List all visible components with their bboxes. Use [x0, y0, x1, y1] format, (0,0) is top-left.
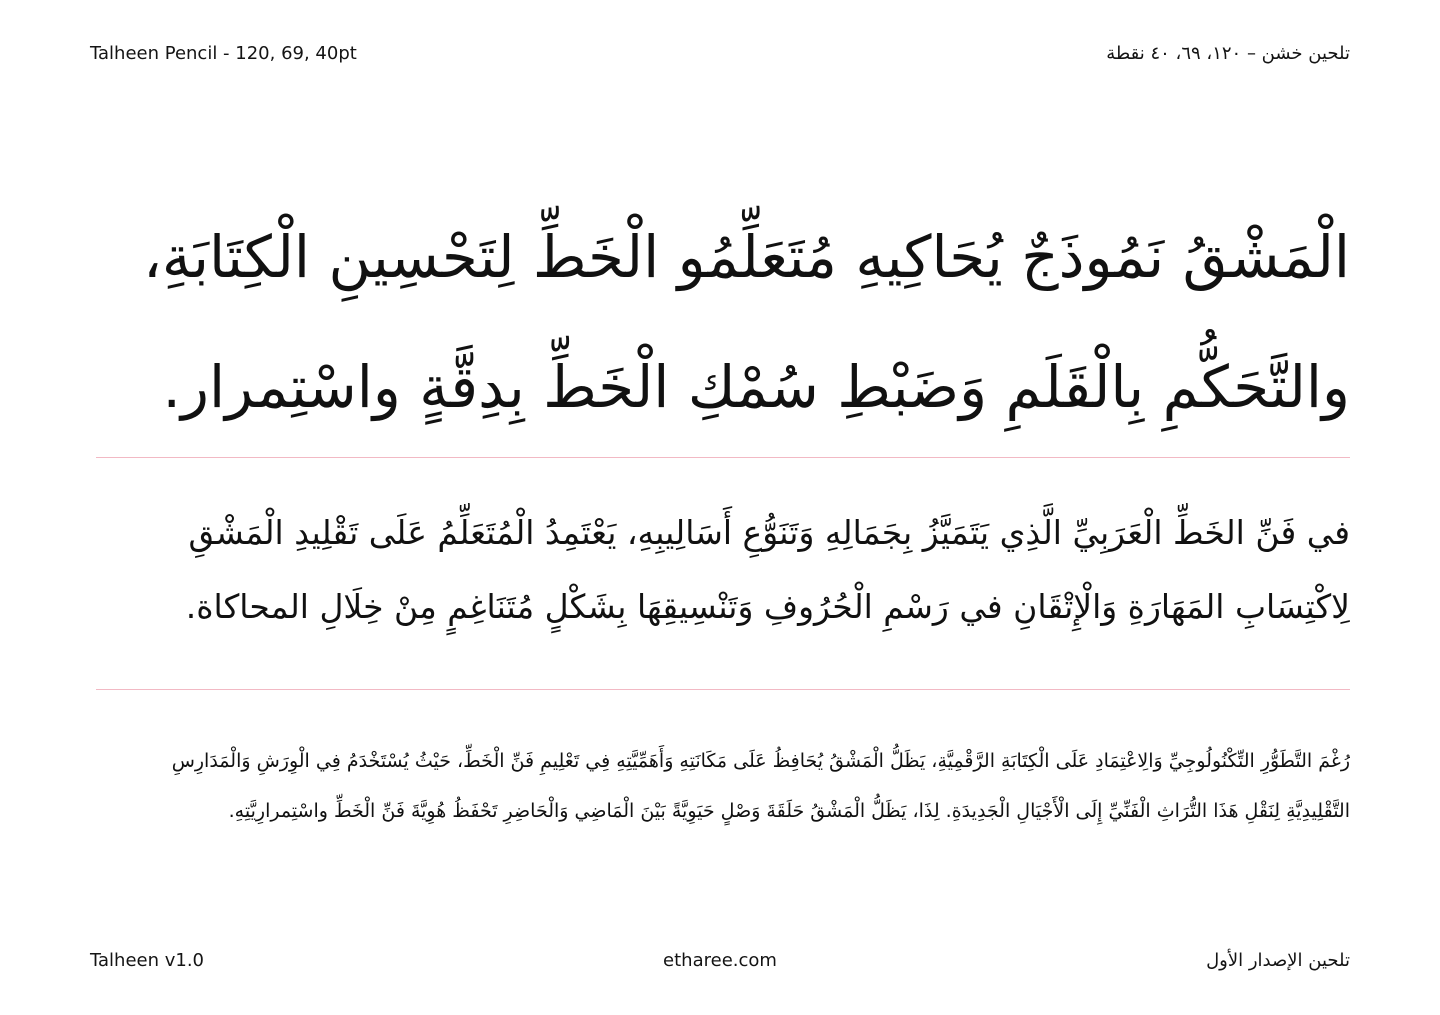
header-arabic-specimen-label: تلحين خشن – ١٢٠، ٦٩، ٤٠ نقطة [1106, 43, 1350, 64]
specimen-69pt [96, 496, 1350, 644]
specimen-40pt-line-1: رُغْمَ التَّطَوُّرِ التِّكْنُولُوجِيِّ وَالِاعْتِمَادِ عَلَى الْكِتَابَةِ الرَّقْمِيَّةِ، يَظَلُّ الْمَشْقُ يُحَافِظُ عَلَى مَكَانَتِهِ وَأَهَمِّيَّتِهِ فِي تَعْلِيمِ فَنِّ الْخَطِّ، حَيْثُ يُسْتَخْدَمُ فِي الْوِرَشِ وَالْمَدَارِسِ [171, 750, 1350, 772]
specimen-120pt-line-2: والتَّحَكُّمِ بِالْقَلَمِ وَضَبْطِ سُمْكِ الْخَطِّ بِدِقَّةٍ واسْتِمرار. [162, 353, 1350, 421]
header-font-specimen-label: Talheen Pencil - 120, 69, 40pt [90, 43, 357, 64]
footer-website-link[interactable]: etharee.com [663, 950, 777, 971]
specimen-69pt-line-1: في فَنِّ الخَطِّ الْعَرَبِيِّ الَّذِي يَتَمَيَّزُ بِجَمَالِهِ وَتَنَوُّعِ أَسَالِيبِهِ، يَعْتَمِدُ الْمُتَعَلِّمُ عَلَى تَقْلِيدِ الْمَشْقِ [188, 513, 1350, 552]
specimen-120pt-line-1: الْمَشْقُ نَمُوذَجٌ يُحَاكِيهِ مُتَعَلِّمُو الْخَطِّ لِتَحْسِينِ الْكِتَابَةِ، [143, 223, 1350, 291]
specimen-69pt-line-2: لِاكْتِسَابِ المَهَارَةِ وَالْإِتْقَانِ في رَسْمِ الْحُرُوفِ وَتَنْسِيقِهَا بِشَكْلٍ مُتَنَاغِمٍ مِنْ خِلَالِ المحاكاة. [185, 587, 1350, 626]
specimen-120pt [96, 192, 1350, 452]
footer-arabic-version-label: تلحين الإصدار الأول [1206, 950, 1350, 971]
specimen-40pt [96, 736, 1350, 836]
footer-version-label: Talheen v1.0 [90, 950, 205, 971]
section-divider [96, 689, 1350, 690]
specimen-40pt-line-2: التَّقْلِيدِيَّةِ لِنَقْلِ هَذَا التُّرَاثِ الْفَنِّيِّ إِلَى الْأَجْيَالِ الْجَدِيدَةِ. لِذَا، يَظَلُّ الْمَشْقُ حَلَقَةَ وَصْلٍ حَيَوِيَّةً بَيْنَ الْمَاضِي وَالْحَاضِرِ تَحْفَظُ هُوِيَّةَ فَنِّ الْخَطِّ واسْتِمرارِيَّتِهِ. [228, 800, 1350, 822]
section-divider [96, 457, 1350, 458]
